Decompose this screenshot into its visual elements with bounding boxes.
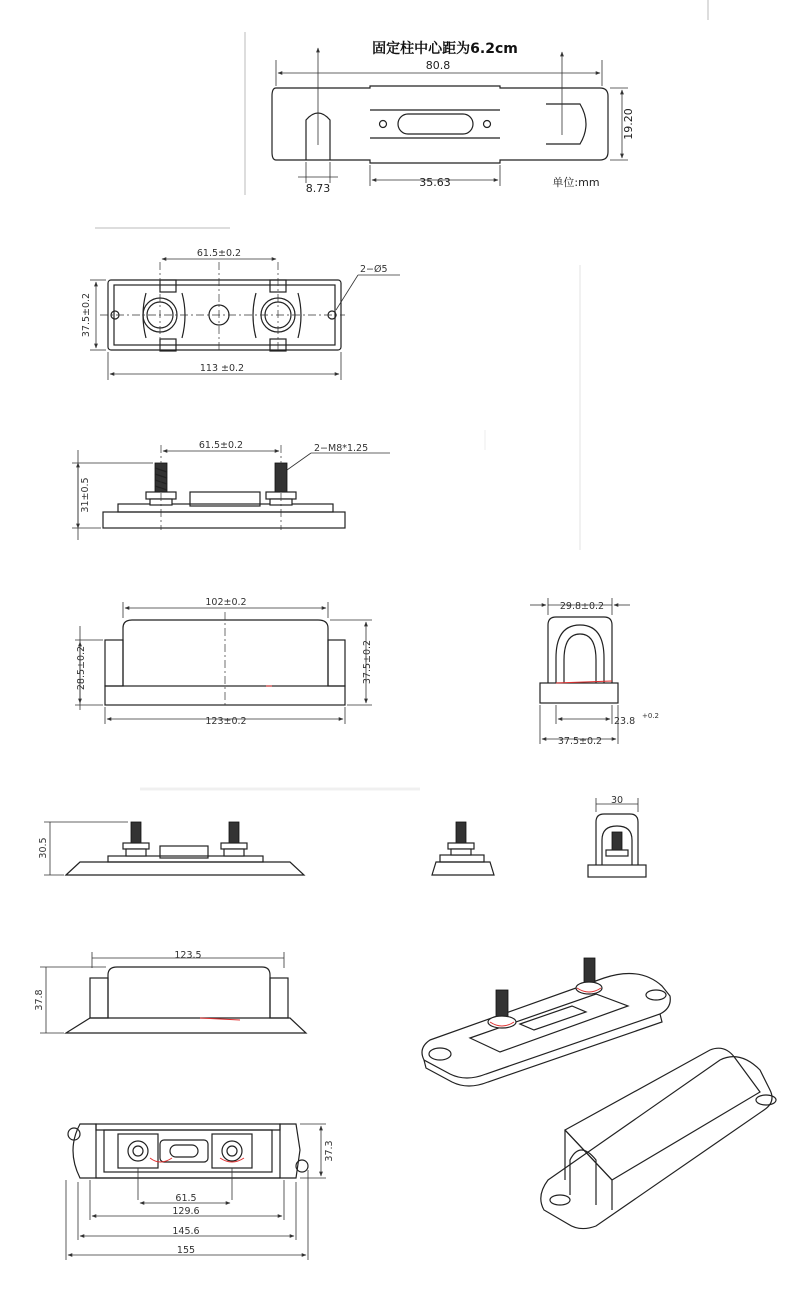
base-bottom-view bbox=[66, 1124, 326, 1260]
end-inner-tolerance: +0.2 bbox=[642, 712, 659, 720]
isometric-fuse-holder bbox=[422, 958, 670, 1086]
base-end-view-small bbox=[432, 822, 494, 875]
base-side-view-2 bbox=[44, 822, 304, 875]
isometric-cover bbox=[541, 1048, 776, 1228]
side2-height-label: 30.5 bbox=[38, 837, 49, 859]
bottom-spacing-label: 61.5 bbox=[175, 1193, 197, 1204]
fuse-title: 固定柱中心距为6.2cm bbox=[372, 41, 518, 57]
end-inner-label: 23.8 bbox=[614, 716, 636, 727]
bottom-mid-label: 145.6 bbox=[172, 1226, 200, 1237]
top-width-label: 37.5±0.2 bbox=[81, 292, 92, 338]
end-bottom-label: 37.5±0.2 bbox=[557, 736, 603, 747]
fuse-height-label: 19.20 bbox=[622, 108, 635, 140]
base-top-view bbox=[90, 259, 400, 380]
side-height-label: 31±0.5 bbox=[80, 477, 91, 513]
fuse-body-label: 35.63 bbox=[419, 176, 451, 189]
top-holes-label: 2−Ø5 bbox=[360, 264, 388, 275]
side-thread-label: 2−M8*1.25 bbox=[314, 443, 369, 454]
cover2-height-label: 37.8 bbox=[34, 989, 45, 1011]
base-side-view bbox=[72, 445, 390, 540]
cover-end-view-2 bbox=[588, 798, 646, 877]
cover2-length-label: 123.5 bbox=[174, 950, 202, 961]
cover-side-view-2 bbox=[40, 952, 306, 1033]
side-spacing-label: 61.5±0.2 bbox=[198, 440, 244, 451]
end2-width-label: 30 bbox=[610, 795, 624, 806]
cover-side-view bbox=[75, 602, 372, 724]
fuse-slot-label: 8.73 bbox=[305, 182, 331, 195]
cover-left-height-label: 28.5±0.2 bbox=[76, 645, 87, 691]
bottom-height-label: 37.3 bbox=[324, 1140, 335, 1162]
bottom-overall-label: 155 bbox=[176, 1245, 196, 1256]
end-top-label: 29.8±0.2 bbox=[559, 601, 605, 612]
unit-label: 单位:mm bbox=[552, 176, 600, 189]
top-spacing-label: 61.5±0.2 bbox=[196, 248, 242, 259]
top-length-label: 113 ±0.2 bbox=[199, 363, 245, 374]
cover-top-label: 102±0.2 bbox=[205, 597, 247, 608]
fuse-length-label: 80.8 bbox=[425, 59, 451, 72]
cover-bottom-label: 123±0.2 bbox=[205, 716, 247, 727]
cover-right-height-label: 37.5±0.2 bbox=[362, 639, 373, 685]
bottom-inner-label: 129.6 bbox=[172, 1206, 200, 1217]
